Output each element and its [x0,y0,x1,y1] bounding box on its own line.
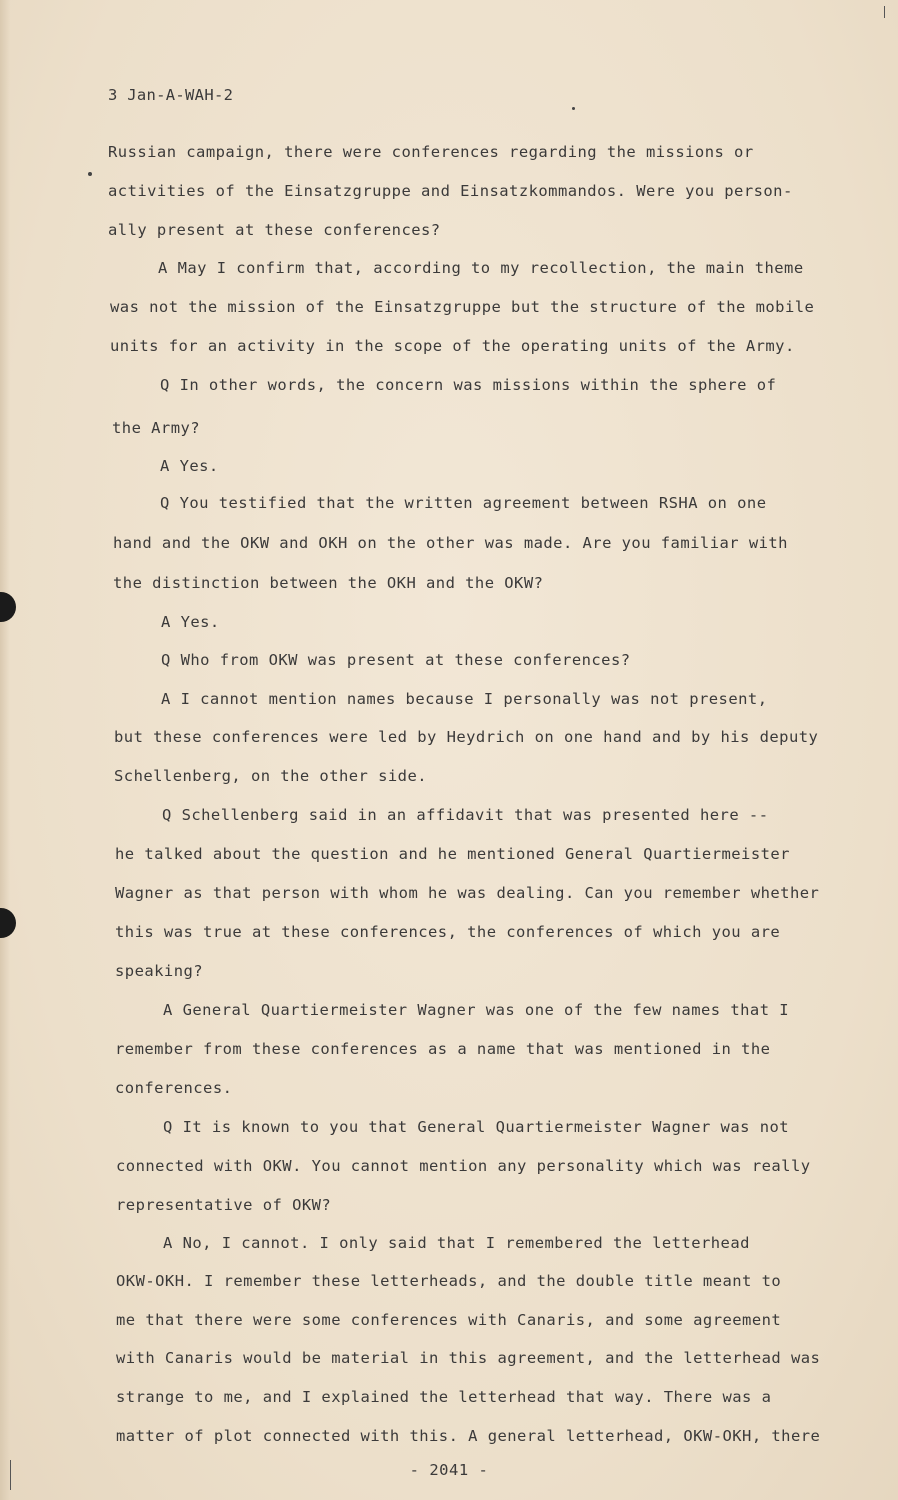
text-line: the Army? [112,419,201,437]
text-line: this was true at these conferences, the conferences of which you are [115,923,781,941]
binder-hole [0,592,16,622]
page-edge-shadow [0,0,10,1500]
text-line: was not the mission of the Einsatzgruppe but the structure of the mobile [110,298,815,316]
text-line: Schellenberg, on the other side. [114,767,428,785]
document-reference: 3 Jan-A-WAH-2 [108,86,234,104]
text-line: but these conferences were led by Heydrich on one hand and by his deputy [114,728,819,746]
page-number: - 2041 - [409,1461,489,1479]
text-line: ally present at these conferences? [108,221,441,239]
answer-line: A General Quartiermeister Wagner was one of the few names that I [163,1001,790,1019]
text-line: the distinction between the OKH and the OKW? [113,574,544,592]
text-line: conferences. [115,1079,233,1097]
answer-line: A Yes. [161,613,220,631]
question-line: Q It is known to you that General Quartiermeister Wagner was not [163,1118,790,1136]
text-line: connected with OKW. You cannot mention any personality which was really [116,1157,811,1175]
text-line: matter of plot connected with this. A general letterhead, OKW-OKH, there [116,1427,821,1445]
question-line: Q In other words, the concern was missions within the sphere of [160,376,777,394]
text-line: representative of OKW? [116,1196,332,1214]
text-line: Wagner as that person with whom he was dealing. Can you remember whether [115,884,820,902]
ink-speck [572,107,575,110]
question-line: Q Schellenberg said in an affidavit that was presented here -- [162,806,769,824]
text-line: activities of the Einsatzgruppe and Einsatzkommandos. Were you person- [108,182,793,200]
text-line: units for an activity in the scope of the operating units of the Army. [110,337,795,355]
text-line: speaking? [115,962,204,980]
text-line: me that there were some conferences with Canaris, and some agreement [116,1311,782,1329]
answer-line: A I cannot mention names because I personally was not present, [161,690,768,708]
text-line: hand and the OKW and OKH on the other was made. Are you familiar with [113,534,788,552]
answer-line: A May I confirm that, according to my recollection, the main theme [158,259,804,277]
binder-hole [0,908,16,938]
ink-speck [88,172,92,176]
answer-line: A Yes. [160,457,219,475]
text-line: remember from these conferences as a name that was mentioned in the [115,1040,771,1058]
question-line: Q Who from OKW was present at these conferences? [161,651,631,669]
text-line: with Canaris would be material in this agreement, and the letterhead was [116,1349,821,1367]
answer-line: A No, I cannot. I only said that I remembered the letterhead [163,1234,750,1252]
question-line: Q You testified that the written agreement between RSHA on one [160,494,767,512]
text-line: he talked about the question and he mentioned General Quartiermeister [115,845,790,863]
text-line: strange to me, and I explained the letterhead that way. There was a [116,1388,772,1406]
text-line: Russian campaign, there were conferences regarding the missions or [108,143,754,161]
edge-mark [884,6,885,18]
text-line: OKW-OKH. I remember these letterheads, and the double title meant to [116,1272,782,1290]
